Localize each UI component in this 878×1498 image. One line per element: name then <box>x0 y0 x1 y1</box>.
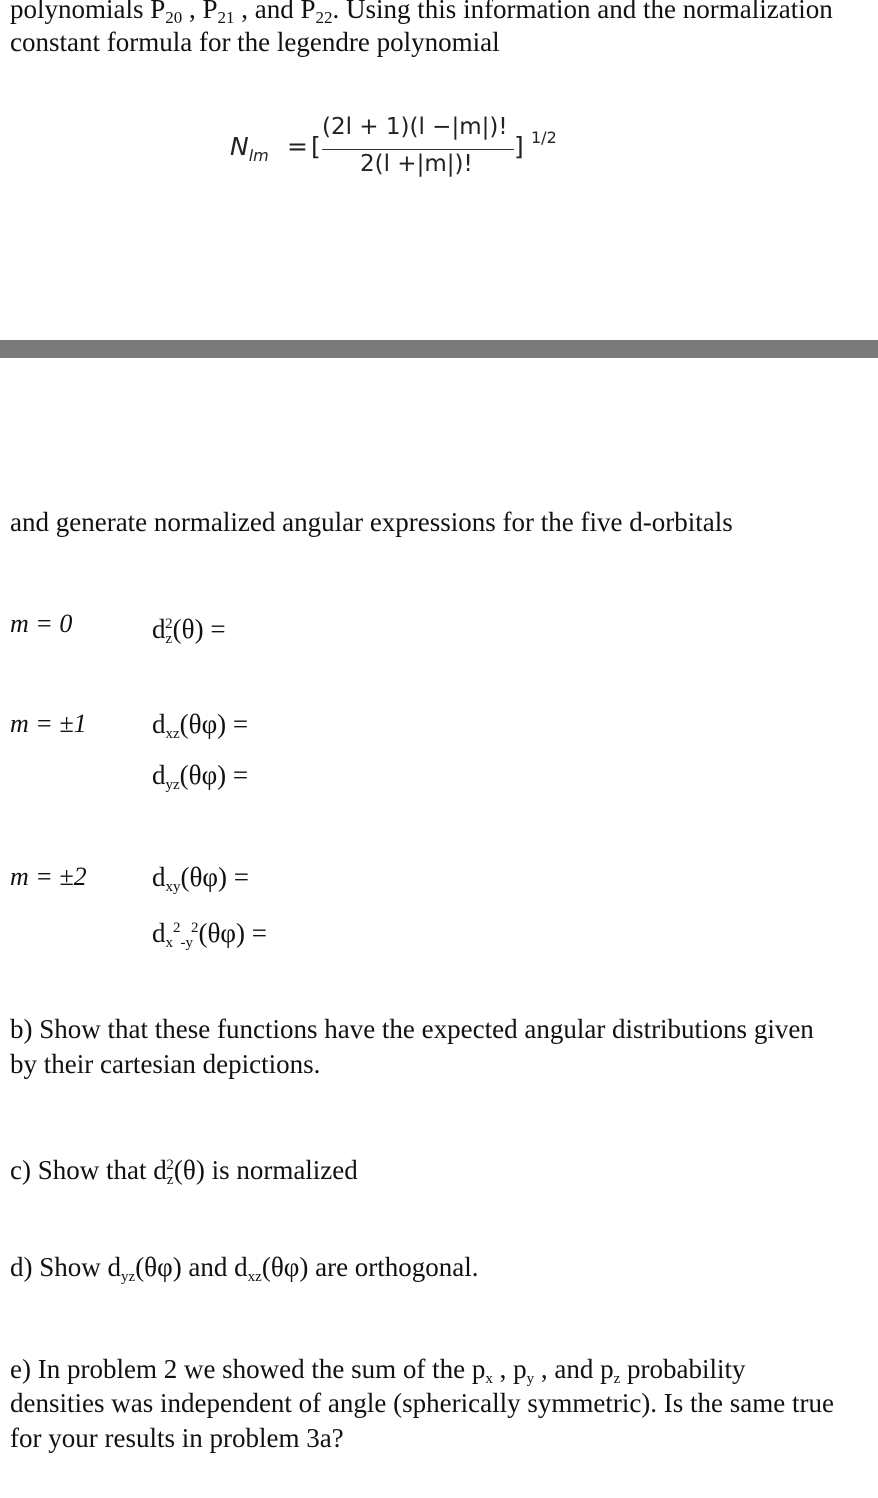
part-d-text: (θφ) are orthogonal. <box>261 1252 479 1282</box>
yz-subscript: yz <box>121 1269 136 1285</box>
formula-close-bracket: ] <box>514 132 524 161</box>
part-e-text: , p <box>492 1354 527 1384</box>
dxz-expression <box>152 707 248 751</box>
part-e-line-2: densities was independent of angle (spherically symmetric). Is the same true <box>10 1388 834 1418</box>
z-subscript: z <box>613 1371 621 1387</box>
p21-subscript: 21 <box>217 8 235 27</box>
intro-text: , and P <box>234 0 316 24</box>
part-e-text: probability <box>620 1354 746 1384</box>
yz-subscript: yz <box>165 777 180 793</box>
part-c <box>10 1148 358 1197</box>
y-subscript: -y <box>180 935 193 951</box>
z-subscript: z <box>166 1172 174 1188</box>
part-b-line-1: b) Show that these functions have the expected angular distributions given <box>10 1014 814 1044</box>
p22-subscript: 22 <box>315 8 333 27</box>
xz-subscript: xz <box>247 1269 262 1285</box>
d-symbol: d <box>152 862 166 892</box>
intro-text: , P <box>182 0 218 24</box>
dyz-expression <box>152 758 248 802</box>
fraction-line <box>322 149 514 150</box>
two-superscript: 2 <box>166 1157 174 1173</box>
dz2-expression <box>152 607 226 656</box>
intro-text: polynomials P <box>10 0 166 24</box>
two-superscript: 2 <box>165 616 173 632</box>
p20-subscript: 20 <box>165 8 183 27</box>
d-symbol: d <box>152 709 166 739</box>
part-c-text: (θ) is normalized <box>173 1155 358 1185</box>
m0-label: m = 0 <box>10 609 73 638</box>
generate-text: and generate normalized angular expressions for the five d-orbitals <box>10 507 733 537</box>
part-d <box>10 1250 479 1294</box>
d-symbol: d <box>152 760 166 790</box>
y-subscript: y <box>526 1371 535 1387</box>
two-superscript: 2 <box>191 920 199 936</box>
z-subscript: z <box>165 631 173 647</box>
part-d-text: d) Show d <box>10 1252 122 1282</box>
xz-subscript: xz <box>165 726 180 742</box>
part-c-text: c) Show that d <box>10 1155 167 1185</box>
formula-numerator: (2l + 1)(l −|m|)! <box>322 114 508 140</box>
intro-text: . Using this information and the normalization <box>332 0 833 24</box>
divider-bar <box>0 340 878 358</box>
d-symbol: d <box>152 614 166 644</box>
argument: (θ) = <box>172 614 226 644</box>
argument: (θφ) = <box>179 760 249 790</box>
formula-equals: = <box>287 132 308 161</box>
formula-lm-subscript: lm <box>248 146 269 165</box>
argument: (θφ) = <box>198 918 267 948</box>
argument: (θφ) = <box>180 862 249 892</box>
dx2y2-expression <box>152 911 267 960</box>
intro-line-2: constant formula for the legendre polynomial <box>10 27 500 57</box>
part-b-line-2: by their cartesian depictions. <box>10 1049 321 1079</box>
x-subscript: x <box>165 935 173 951</box>
part-e-text: , and p <box>534 1354 614 1384</box>
xy-subscript: xy <box>165 879 181 895</box>
formula-denominator: 2(l +|m|)! <box>360 151 473 177</box>
d-symbol: d <box>152 918 166 948</box>
formula-open-bracket: [ <box>311 132 321 161</box>
formula-lhs <box>230 132 269 165</box>
x-subscript: x <box>485 1371 493 1387</box>
part-e-line-3: for your results in problem 3a? <box>10 1423 344 1453</box>
m1-label: m = ±1 <box>10 709 87 738</box>
m2-label: m = ±2 <box>10 862 87 891</box>
dxy-expression <box>152 860 249 904</box>
part-d-text: (θφ) and d <box>135 1252 248 1282</box>
two-superscript: 2 <box>173 920 181 936</box>
formula-exponent: 1/2 <box>531 128 557 147</box>
argument: (θφ) = <box>179 709 249 739</box>
formula-n: N <box>230 132 249 161</box>
part-e-text: e) In problem 2 we showed the sum of the p <box>10 1354 486 1384</box>
